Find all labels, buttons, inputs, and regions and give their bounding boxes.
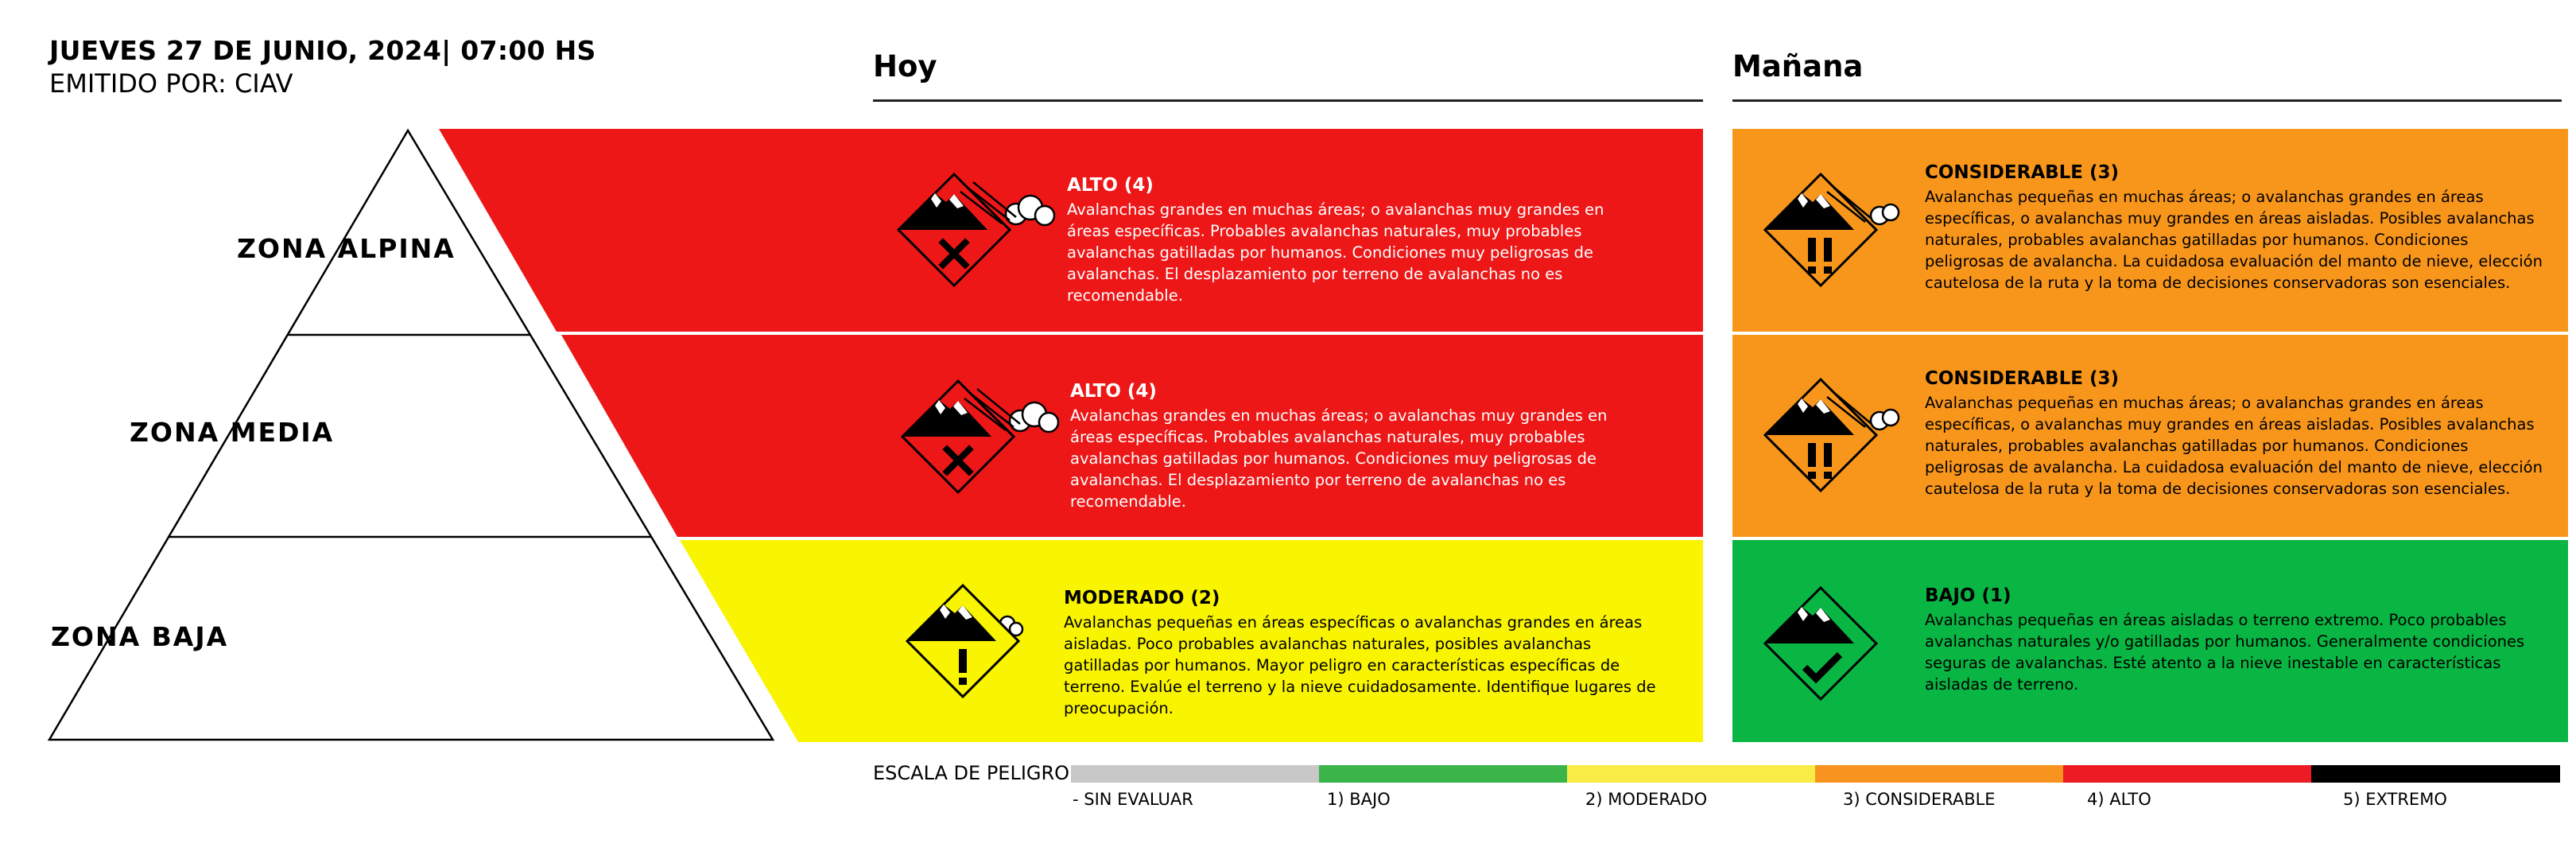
- column-title-today: Hoy: [873, 49, 937, 84]
- level-label: BAJO (1): [1925, 585, 2012, 606]
- hazard-considerable-double-exclamation-icon: [1763, 173, 1903, 290]
- level-label: CONSIDERABLE (3): [1925, 368, 2120, 389]
- scale-swatch-considerable: [1815, 765, 2063, 783]
- hazard-moderate-exclamation-icon: [906, 584, 1025, 700]
- zone-alpine-label: ZONA ALPINA: [237, 233, 456, 264]
- level-description: Avalanchas pequeñas en muchas áreas; o avalanchas grandes en áreas específicas, o avalanchas muy grandes en áreas aisladas. Posibles avalanchas naturales, probables avalanchas gatilladas por humanos. Condiciones peligrosas de avalancha. La cuidadosa evaluación del manto de nieve, elección cautelosa de la ruta y la toma de decisiones conservadoras son esenciales.: [1925, 394, 2543, 498]
- danger-scale-label: ESCALA DE PELIGRO: [873, 762, 1070, 784]
- level-label: MODERADO (2): [1064, 588, 1220, 608]
- scale-swatch-low: [1319, 765, 1567, 783]
- zone-low-label: ZONA BAJA: [51, 621, 229, 652]
- scale-swatch-unrated: [1071, 765, 1319, 783]
- scale-swatch-extreme: [2311, 765, 2560, 783]
- scale-label-unrated: - SIN EVALUAR: [1073, 790, 1193, 809]
- hazard-high-x-icon: [901, 379, 1064, 495]
- column-title-tomorrow: Mañana: [1732, 49, 1864, 84]
- level-label: CONSIDERABLE (3): [1925, 162, 2120, 183]
- scale-label-low: 1) BAJO: [1327, 790, 1391, 809]
- level-label: ALTO (4): [1070, 381, 1157, 402]
- scale-label-considerable: 3) CONSIDERABLE: [1843, 790, 1996, 809]
- scale-swatch-high: [2063, 765, 2311, 783]
- scale-label-high: 4) ALTO: [2087, 790, 2151, 809]
- zone-middle-label: ZONA MEDIA: [130, 417, 335, 448]
- level-label: ALTO (4): [1067, 175, 1154, 196]
- level-description: Avalanchas pequeñas en áreas aisladas o terreno extremo. Poco probables avalanchas naturales y/o gatilladas por humanos. Generalmente condiciones seguras de avalanchas. Esté atento a la nieve inestable en características aisladas de terreno.: [1925, 611, 2525, 694]
- scale-label-moderate: 2) MODERADO: [1585, 790, 1708, 809]
- forecast-date: JUEVES 27 DE JUNIO, 2024| 07:00 HS: [49, 35, 596, 66]
- issued-by: EMITIDO POR: CIAV: [49, 68, 293, 99]
- hazard-low-check-icon: [1763, 586, 1883, 704]
- hazard-high-x-icon: [897, 173, 1060, 288]
- hazard-considerable-double-exclamation-icon: [1763, 378, 1903, 496]
- level-description: Avalanchas grandes en muchas áreas; o avalanchas muy grandes en áreas específicas. Probables avalanchas naturales, muy probables avalanchas gatilladas por humanos. Condiciones muy peligrosas de avalanchas. El desplazamiento por terreno de avalanchas no es recomendable.: [1070, 406, 1608, 511]
- level-description: Avalanchas pequeñas en muchas áreas; o avalanchas grandes en áreas específicas, o avalanchas muy grandes en áreas aisladas. Posibles avalanchas naturales, probables avalanchas gatilladas por humanos. Condiciones peligrosas de avalancha. La cuidadosa evaluación del manto de nieve, elección cautelosa de la ruta y la toma de decisiones conservadoras son esenciales.: [1925, 188, 2543, 292]
- scale-swatch-moderate: [1567, 765, 1815, 783]
- level-description: Avalanchas grandes en muchas áreas; o avalanchas muy grandes en áreas específicas. Probables avalanchas naturales, muy probables avalanchas gatilladas por humanos. Condiciones muy peligrosas de avalanchas. El desplazamiento por terreno de avalanchas no es recomendable.: [1067, 200, 1604, 305]
- level-description: Avalanchas pequeñas en áreas específicas o avalanchas grandes en áreas aisladas. Poco probables avalanchas naturales, posibles avalanchas gatilladas por humanos. Mayor peligro en características específicas de terreno. Evalúe el terreno y la nieve cuidadosamente. Identifique lugares de preocupación.: [1064, 613, 1656, 717]
- scale-label-extreme: 5) EXTREMO: [2343, 790, 2447, 809]
